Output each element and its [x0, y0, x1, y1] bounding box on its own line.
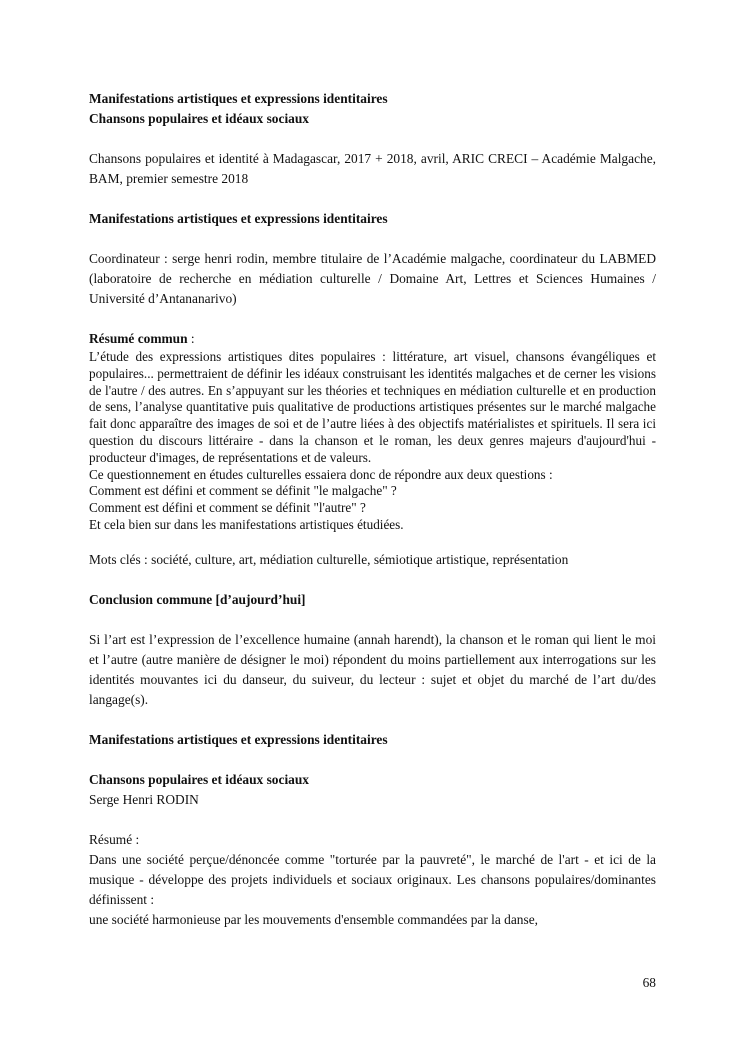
- resume-closing: Et cela bien sur dans les manifestations artistiques étudiées.: [89, 516, 404, 532]
- resume-commun-colon: :: [187, 331, 195, 346]
- document-page: [89, 89, 656, 930]
- resume-commun-label: Résumé commun: [89, 331, 188, 346]
- keywords: Mots clés : société, culture, art, médiation culturelle, sémiotique artistique, représentation: [89, 551, 569, 567]
- section-heading: Manifestations artistiques et expressions identitaires: [89, 211, 388, 226]
- section-heading: Manifestations artistiques et expressions identitaires: [89, 91, 388, 106]
- section-heading: Manifestations artistiques et expressions identitaires: [89, 731, 388, 747]
- conclusion-paragraph: Si l’art est l’expression de l’excellence humaine (annah harendt), la chanson et le roman qui lient le moi et l’autre (autre manière de désigner le moi) répondent du moins partiellement aux interrogations sur les identités mouvantes ici du danseur, du suiveur, du lecteur : sujet et objet du marché de l’art du/des langage(s).: [89, 631, 656, 707]
- coordinator-paragraph: Coordinateur : serge henri rodin, membre titulaire de l’Académie malgache, coordinateur du LABMED (laboratoire de recherche en médiation culturelle / Domaine Art, Lettres et Sciences Humaines / Université d’Antananarivo): [89, 251, 656, 306]
- article-resume-label: Résumé :: [89, 831, 140, 847]
- article-resume-body: Dans une société perçue/dénoncée comme "torturée par la pauvreté", le marché de l'art - et ici de la musique - développe des projets individuels et sociaux originaux. Les chansons populaires/dominantes définissent :: [89, 851, 656, 907]
- article-resume-line: une société harmonieuse par les mouvements d'ensemble commandées par la danse,: [89, 911, 538, 927]
- article-title: Chansons populaires et idéaux sociaux: [89, 771, 310, 787]
- conclusion-heading: Conclusion commune [d’aujourd’hui]: [89, 591, 306, 607]
- resume-commun-heading: [89, 329, 656, 349]
- resume-commun-body: L’étude des expressions artistiques dites populaires : littérature, art visuel, chansons évangéliques et populaires... permettraient de définir les idéaux construisant les identités malgaches et de cerner les visions de l'autre / des autres. En s’appuyant sur les théories et techniques en médiation culturelle et en production de sens, l’analyse quantitative puis qualitative de productions artistiques présentes sur le marché malgache fait donc apparaître des images de soi et de l’autre liées à des objectifs matérialistes et spirituels. Il sera ici question du discours littéraire - dans la chanson et le roman, les deux genres majeurs d'aujourd'hui - producteur d'images, de représentations et de valeurs.: [89, 349, 656, 465]
- question-item: Comment est défini et comment se définit "l'autre" ?: [89, 500, 366, 516]
- intro-paragraph: Chansons populaires et identité à Madagascar, 2017 + 2018, avril, ARIC CRECI – Académie Malgache, BAM, premier semestre 2018: [89, 151, 656, 186]
- article-author: Serge Henri RODIN: [89, 791, 199, 807]
- page-number: 68: [642, 975, 656, 990]
- question-intro: Ce questionnement en études culturelles essaiera donc de répondre aux deux questions :: [89, 466, 553, 482]
- question-item: Comment est défini et comment se définit "le malgache" ?: [89, 483, 397, 499]
- section-subheading: Chansons populaires et idéaux sociaux: [89, 111, 310, 126]
